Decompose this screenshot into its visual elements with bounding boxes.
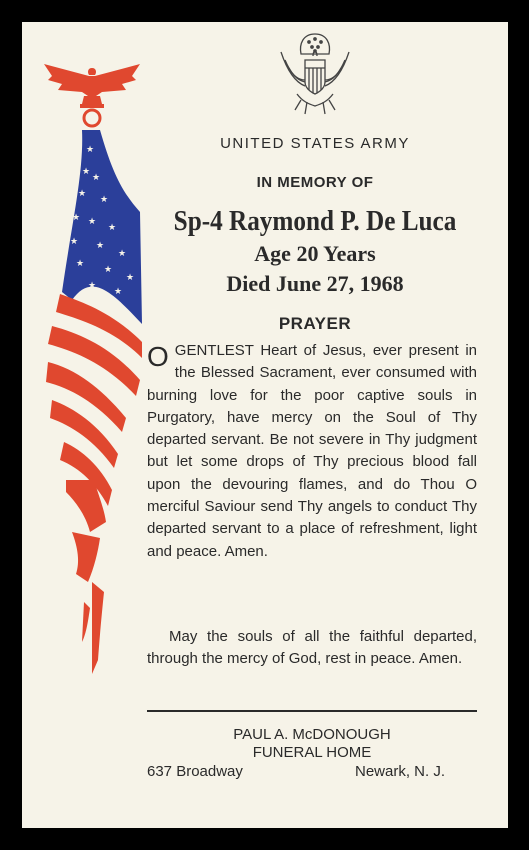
- svg-text:★: ★: [100, 195, 109, 205]
- organization-heading: UNITED STATES ARMY: [220, 135, 410, 152]
- prayer-closing: May the souls of all the faithful departed, through the mercy of God, rest in peace. Amen.: [147, 628, 477, 668]
- memorial-card: [22, 22, 508, 828]
- svg-text:★: ★: [86, 145, 95, 155]
- deceased-age: Age 20 Years: [254, 241, 376, 266]
- svg-text:★: ★: [82, 167, 91, 177]
- svg-text:★: ★: [70, 237, 79, 247]
- deceased-name: Sp-4 Raymond P. De Luca: [173, 206, 457, 237]
- svg-text:★: ★: [88, 281, 97, 291]
- american-flag-icon: [42, 62, 142, 682]
- prayer-dropcap: O: [147, 341, 169, 372]
- svg-text:★: ★: [96, 241, 105, 251]
- svg-text:★: ★: [108, 223, 117, 233]
- divider: [147, 710, 477, 712]
- svg-text:★: ★: [126, 273, 135, 283]
- funeral-home-address: 637 Broadway: [147, 763, 243, 780]
- prayer-body: [147, 340, 477, 563]
- svg-text:★: ★: [78, 189, 87, 199]
- svg-text:★: ★: [92, 173, 101, 183]
- prayer-text: GENTLEST Heart of Jesus, ever present in the Blessed Sacrament, ever consumed with burning love for the poor captive souls in Purgatory, have mercy on the Soul of Thy departed servant. Be not severe in Thy judgment but let some drops of Thy precious blood fall upon the devouring flames, and do Thou O merciful Saviour send Thy angels to conduct Thy departed servant to a place of refreshment, light and peace. Amen.: [147, 342, 477, 560]
- svg-text:★: ★: [76, 259, 85, 269]
- funeral-home-name: PAUL A. McDONOUGH: [233, 726, 391, 743]
- funeral-home-city: Newark, N. J.: [355, 763, 446, 780]
- svg-text:★: ★: [104, 265, 113, 275]
- svg-text:★: ★: [72, 213, 81, 223]
- army-eagle-seal-icon: [277, 30, 353, 118]
- svg-text:★: ★: [88, 217, 97, 227]
- svg-text:★: ★: [114, 287, 123, 297]
- prayer-title: PRAYER: [278, 314, 352, 333]
- svg-text:★: ★: [118, 249, 127, 259]
- date-of-death: Died June 27, 1968: [226, 271, 404, 296]
- funeral-home-label: FUNERAL HOME: [252, 744, 372, 761]
- in-memory-heading: IN MEMORY OF: [256, 174, 374, 191]
